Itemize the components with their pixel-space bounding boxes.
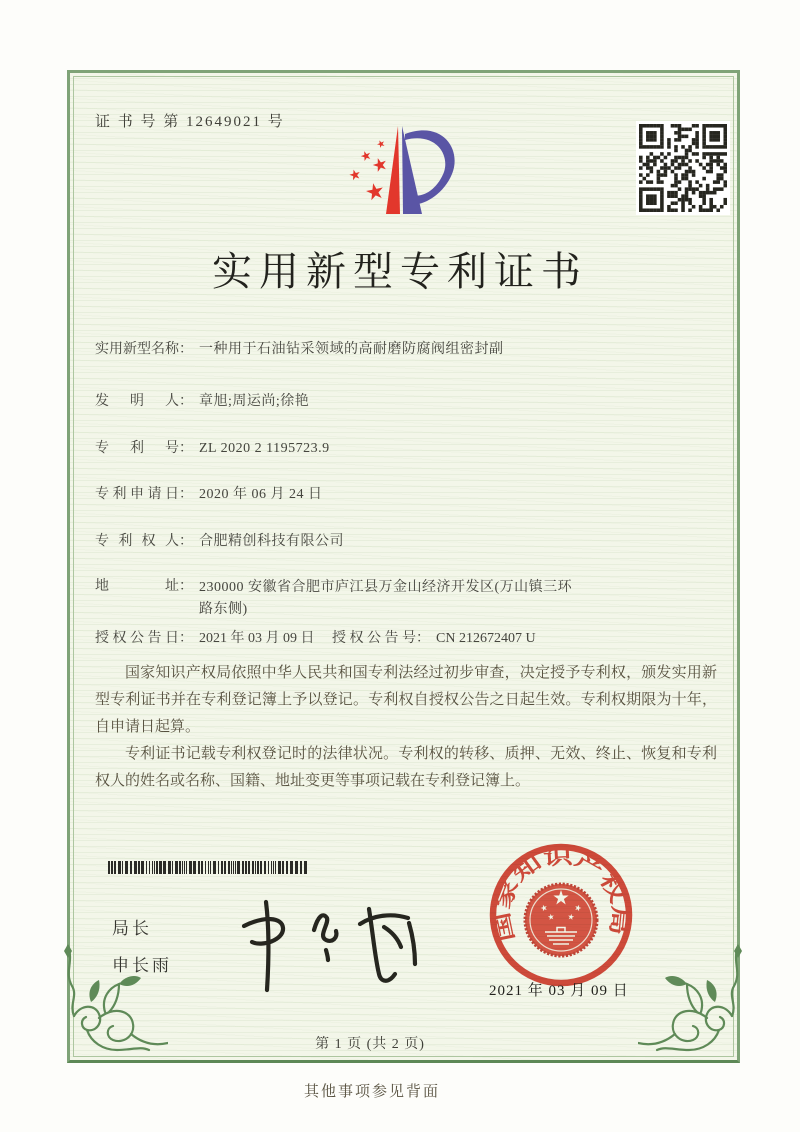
legal-paragraph-2: 专利证书记载专利权登记时的法律状况。专利权的转移、质押、无效、终止、恢复和专利权人的姓名或名称、国籍、地址变更等事项记载在专利登记簿上。: [95, 746, 717, 789]
field-row-filing-date: [95, 485, 725, 505]
field-value: 一种用于石油钻采领域的高耐磨防腐阀组密封副: [199, 342, 504, 357]
grant-publication-row: [95, 627, 725, 647]
field-colon: ：: [179, 534, 193, 549]
barcode: [108, 861, 308, 874]
back-side-note: 其他事项参见背面: [303, 1084, 440, 1100]
field-value: 2020 年 06 月 24 日: [199, 487, 323, 502]
corner-flourish-right-icon: [638, 944, 746, 1066]
commissioner-title: 局长: [112, 919, 152, 938]
national-emblem-icon: [525, 884, 597, 956]
commissioner-signature: [222, 896, 427, 994]
field-colon: ：: [416, 631, 430, 646]
field-label: 实用新型名称: [95, 342, 179, 357]
cnipa-seal-icon: [486, 840, 636, 990]
grant-date-value: 2021 年 03 月 09 日: [199, 631, 315, 646]
field-row-inventors: [95, 392, 725, 412]
seal-date: 2021 年 03 月 09 日: [489, 983, 629, 999]
field-colon: ：: [179, 631, 193, 646]
field-value: 230000 安徽省合肥市庐江县万金山经济开发区(万山镇三环路东侧): [199, 580, 573, 617]
commissioner-block: [112, 914, 172, 976]
grant-number-value: CN 212672407 U: [436, 631, 536, 646]
field-label: 专利申请日: [95, 487, 179, 502]
field-value: ZL 2020 2 1195723.9: [199, 441, 330, 456]
legal-paragraph-1: 国家知识产权局依照中华人民共和国专利法经过初步审查，决定授予专利权，颁发实用新型专利证书并在专利登记簿上予以登记。专利权自授权公告之日起生效。专利权期限为十年，自申请日起算。: [95, 665, 717, 735]
field-colon: ：: [179, 487, 193, 502]
field-row-patentee: [95, 532, 725, 552]
qr-code: [636, 121, 730, 215]
field-colon: ：: [179, 579, 193, 594]
commissioner-name: 申长雨: [112, 956, 172, 975]
seal-ring-text: 国家知识产权局: [492, 846, 631, 944]
certificate-fields: [95, 340, 725, 621]
field-row-address: [95, 577, 725, 621]
field-row-utility-model-name: [95, 340, 725, 360]
official-seal: [486, 840, 636, 995]
field-value: 合肥精创科技有限公司: [199, 534, 344, 549]
grant-date-group: [95, 631, 315, 646]
grant-date-label: 授权公告日: [95, 631, 179, 646]
grant-number-label: 授权公告号: [332, 631, 416, 646]
field-value: 章旭;周运尚;徐艳: [199, 394, 310, 409]
certificate-title: 实用新型专利证书: [212, 249, 588, 294]
field-label: 专利权人: [95, 534, 179, 549]
field-colon: ：: [179, 342, 193, 357]
legal-paragraphs: [95, 660, 717, 795]
cnipa-logo-icon: [345, 114, 465, 222]
page-indicator: 第 1 页 (共 2 页): [315, 1037, 425, 1052]
field-label: 专利号: [95, 441, 179, 456]
field-row-patent-number: [95, 439, 725, 459]
field-colon: ：: [179, 441, 193, 456]
certificate-number: 证 书 号 第 12649021 号: [95, 114, 285, 130]
field-colon: ：: [179, 394, 193, 409]
grant-number-group: [332, 627, 536, 647]
field-label: 发明人: [95, 394, 179, 409]
field-label: 地址: [95, 579, 179, 594]
